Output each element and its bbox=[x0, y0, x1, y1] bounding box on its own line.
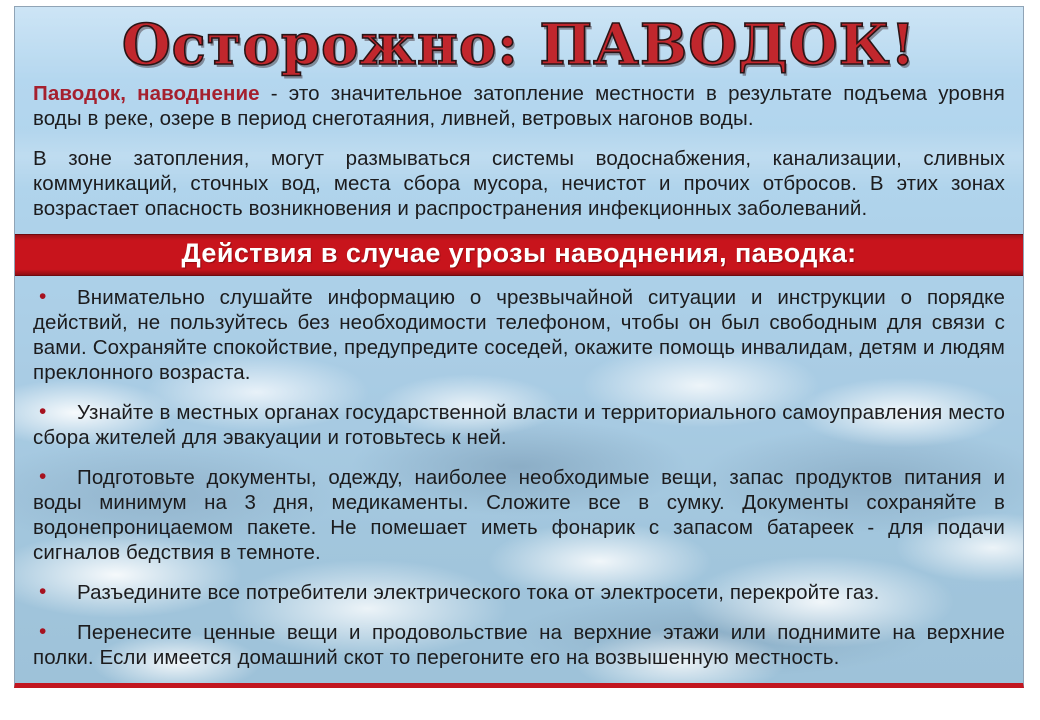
action-list bbox=[33, 285, 1005, 670]
action-item bbox=[33, 285, 1005, 385]
action-text: Подготовьте документы, одежду, наиболее необходимые вещи, запас продуктов питания и воды минимум на 3 дня, медикаменты. Сложите все в сумку. Документы сохраняйте в водонепроницаемом пакете. Не помешает иметь фонарик с запасом батареек - для подачи сигналов бедствия в темноте. bbox=[33, 466, 1005, 565]
action-text: Узнайте в местных органах государственной власти и территориального самоуправления место сбора жителей для эвакуации и готовьтесь к ней. bbox=[33, 401, 1005, 450]
bullet-icon: • bbox=[39, 620, 47, 644]
action-text: Внимательно слушайте информацию о чрезвычайной ситуации и инструкции о порядке действий, не пользуйтесь без необходимости телефоном, чтобы он был свободным для связи с вами. Сохраняйте спокойствие, предупредите соседей, окажите помощь инвалидам, детям и людям преклонного возраста. bbox=[33, 286, 1005, 385]
poster-title: Осторожно: ПАВОДОК! bbox=[121, 12, 917, 78]
section-banner bbox=[15, 234, 1023, 276]
banner-title: Действия в случае угрозы наводнения, паводка: bbox=[181, 238, 857, 269]
action-item bbox=[33, 465, 1005, 565]
action-item bbox=[33, 580, 1005, 605]
intro-paragraph bbox=[33, 81, 1005, 131]
action-item bbox=[33, 620, 1005, 670]
bullet-icon: • bbox=[39, 400, 47, 424]
info-paragraph: В зоне затопления, могут размываться системы водоснабжения, канализации, сливных коммуникаций, сточных вод, места сбора мусора, нечистот и прочих отбросов. В этих зонах возрастает опасность возникновения и распространения инфекционных заболеваний. bbox=[33, 147, 1005, 221]
bullet-icon: • bbox=[39, 285, 47, 309]
intro-text: - это значительное затопление местности в результате подъема уровня воды в реке, озере в период снеготаяния, ливней, ветровых нагонов воды. bbox=[33, 82, 1005, 131]
action-item bbox=[33, 400, 1005, 450]
bullet-icon: • bbox=[39, 580, 47, 604]
action-text: Перенесите ценные вещи и продовольствие на верхние этажи или поднимите на верхние полки. Если имеется домашний скот то перегоните его на возвышенную местность. bbox=[33, 621, 1005, 670]
flood-warning-poster bbox=[14, 6, 1024, 688]
intro-lead: Паводок, наводнение bbox=[33, 82, 260, 106]
bullet-icon: • bbox=[39, 465, 47, 489]
action-text: Разъедините все потребители электрического тока от электросети, перекройте газ. bbox=[77, 581, 880, 605]
